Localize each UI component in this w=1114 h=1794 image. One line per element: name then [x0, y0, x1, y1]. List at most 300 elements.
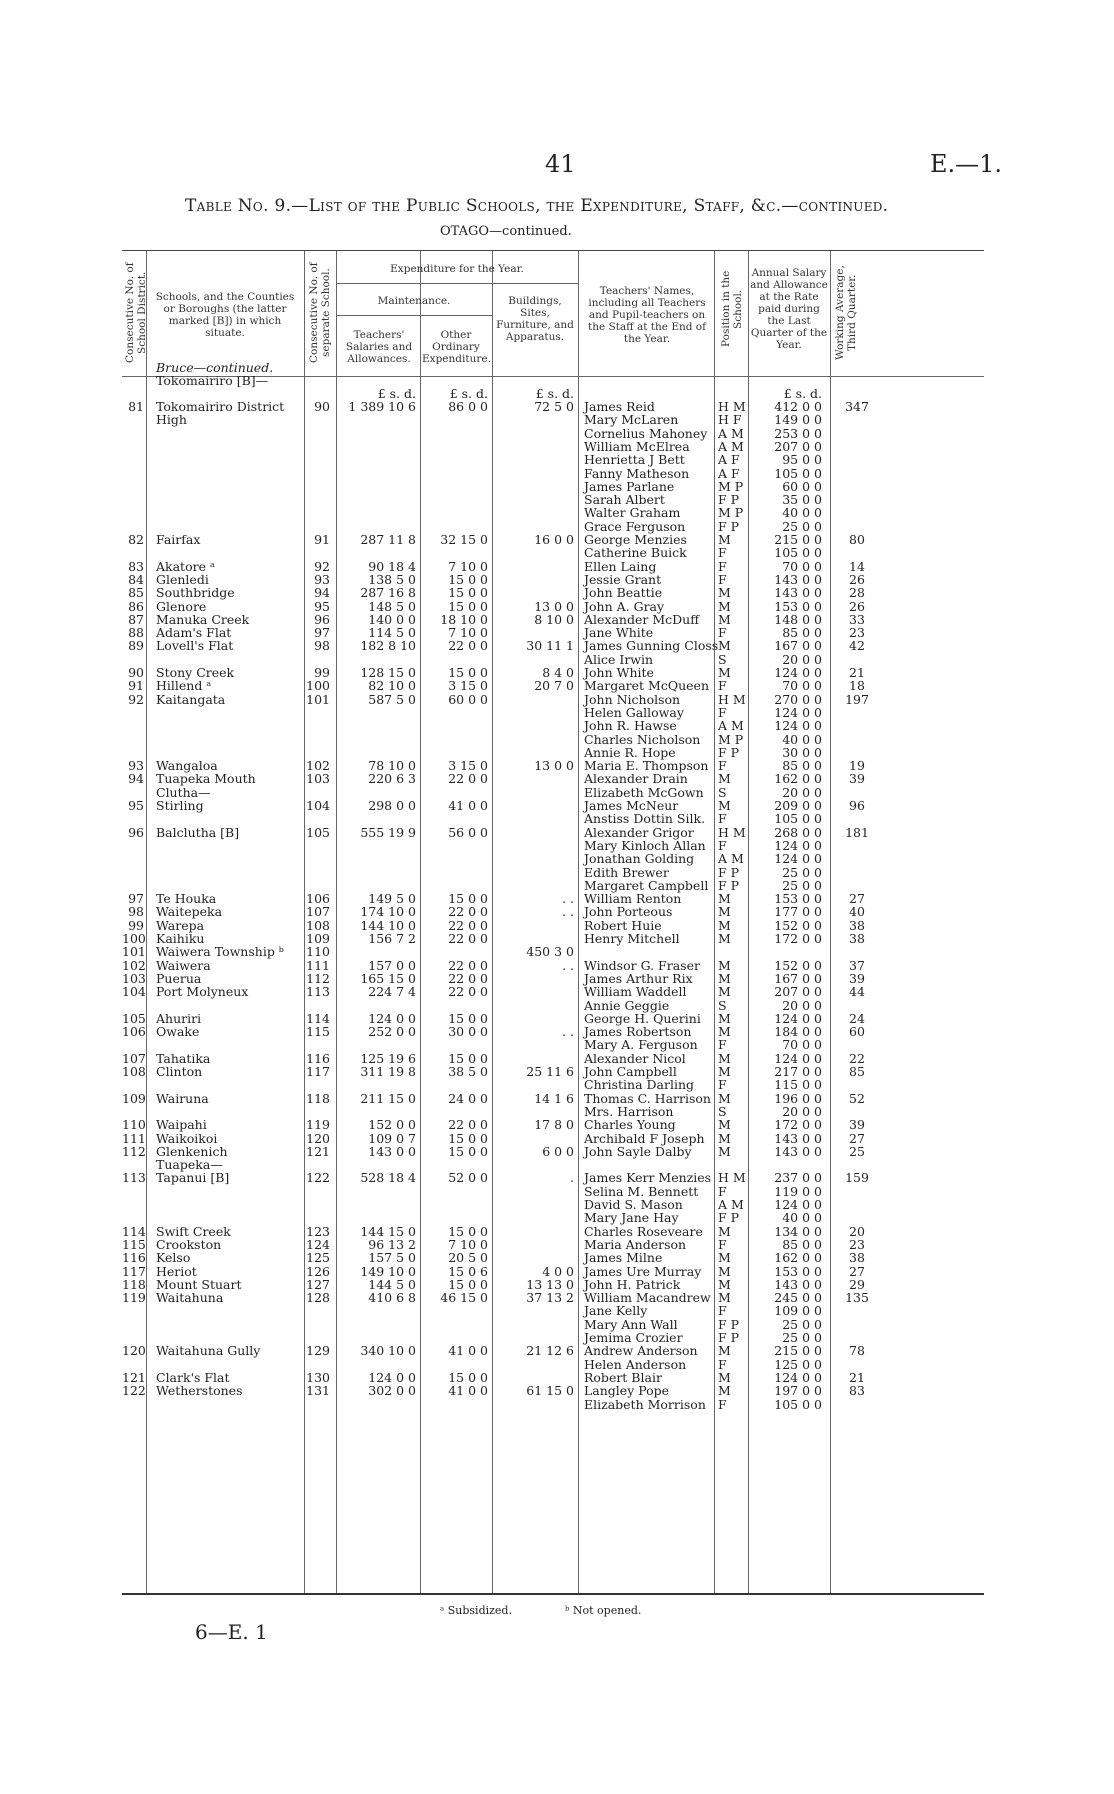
cell-oth: 52 0 0: [448, 1170, 488, 1186]
cell-pos: F: [718, 1183, 727, 1199]
cell-bld: . .: [562, 1024, 574, 1040]
cell-nm: Fanny Matheson: [584, 465, 690, 481]
cell-sal: 70 0 0: [782, 678, 822, 694]
cell-pos: F: [718, 678, 727, 694]
cell-pos: M: [718, 798, 731, 813]
cell-bld: 14 1 6: [534, 1090, 574, 1106]
cell-pos: F P: [718, 1316, 740, 1332]
cell-sch: Warepa: [156, 917, 205, 933]
cell-att: 37: [849, 957, 865, 973]
cell-nm: Alexander Drain: [584, 771, 688, 787]
cell-no: 96: [128, 824, 144, 840]
cell-nm: John Campbell: [584, 1064, 677, 1079]
cell-att: 18: [849, 678, 865, 694]
cell-no: 104: [122, 984, 146, 1000]
cell-oth: 15 0 0: [448, 1223, 488, 1239]
cell-pos: M: [718, 1369, 731, 1385]
cell-sno: 97: [314, 625, 330, 641]
cell-sch: Waiwera Township ᵇ: [156, 944, 284, 960]
cell-nm: James Reid: [584, 399, 655, 414]
cell-tea: 143 0 0: [368, 1143, 416, 1159]
cell-sal: 85 0 0: [782, 1236, 822, 1252]
cell-tea: 124 0 0: [368, 1010, 416, 1026]
cell-sno: 104: [306, 798, 330, 813]
cell-oth: 15 0 0: [448, 1130, 488, 1146]
cell-sch: Stirling: [156, 798, 204, 813]
cell-sal: 25 0 0: [782, 1330, 822, 1345]
cell-sch: Waipahi: [156, 1117, 207, 1133]
table-row: [122, 1397, 984, 1412]
cell-pos: F: [718, 758, 727, 774]
cell-sal: 412 0 0: [774, 399, 822, 414]
cell-no: 89: [128, 638, 144, 654]
cell-pos: M: [718, 1130, 731, 1146]
cell-nm: Windsor G. Fraser: [584, 957, 700, 973]
cell-sch: Glenkenich: [156, 1143, 228, 1159]
cell-sal: 124 0 0: [774, 1010, 822, 1026]
cell-no: 115: [122, 1236, 146, 1252]
col-schools: Schools, and the Counties or Boroughs (the latter marked [B]) in which situate.: [155, 291, 295, 339]
cell-no: 95: [128, 798, 144, 813]
cell-nm: Alexander Grigor: [584, 824, 694, 840]
cell-pos: M: [718, 1024, 731, 1040]
cell-nm: Catherine Buick: [584, 545, 687, 561]
cell-nm: Helen Anderson: [584, 1356, 687, 1372]
cell-pos: M: [718, 957, 731, 973]
cell-bld: 30 11 1: [526, 638, 574, 654]
cell-att: 38: [849, 917, 865, 933]
cell-sch: Waikoikoi: [156, 1130, 218, 1146]
cell-nm: James Milne: [584, 1250, 663, 1266]
cell-pos: M: [718, 984, 731, 1000]
cell-sno: 99: [314, 665, 330, 680]
col-expenditure: Expenditure for the Year.: [390, 263, 524, 275]
cell-pos: M: [718, 638, 731, 654]
cell-sch: Hillend ᵃ: [156, 678, 212, 694]
cell-no: 101: [122, 944, 146, 960]
cell-sch: Wangaloa: [156, 758, 218, 774]
cell-nm: Henry Mitchell: [584, 931, 680, 946]
cell-sno: 103: [306, 771, 330, 787]
cell-bld: . .: [562, 904, 574, 920]
cell-nm: David S. Mason: [584, 1197, 683, 1212]
cell-att: 135: [845, 1290, 869, 1306]
cell-sal: 70 0 0: [782, 558, 822, 574]
cell-oth: 60 0 0: [448, 691, 488, 707]
cell-bld: . .: [562, 891, 574, 907]
cell-sno: 122: [306, 1170, 330, 1186]
page-number: 41: [545, 150, 576, 178]
cell-sal: 207 0 0: [774, 438, 822, 454]
cell-nm: James McNeur: [584, 798, 679, 813]
table-title: Table No. 9.—List of the Public Schools, the Expenditure, Staff, &c.—continued.: [185, 196, 889, 216]
cell-tea: 174 10 0: [360, 904, 416, 920]
cell-no: 81: [128, 399, 144, 414]
cell-nm: Langley Pope: [584, 1383, 670, 1399]
cell-pos: F: [718, 704, 727, 720]
cell-sch: Akatore ᵃ: [156, 558, 215, 574]
cell-pos: F P: [718, 518, 740, 534]
cell-no: 100: [122, 931, 146, 946]
cell-nm: Jemima Crozier: [584, 1330, 683, 1345]
cell-nm: Maria Anderson: [584, 1236, 687, 1252]
cell-sch: Manuka Creek: [156, 611, 250, 627]
cell-att: 27: [849, 1263, 865, 1279]
cell-oth: 3 15 0: [448, 678, 488, 694]
cell-bld: 8 4 0: [542, 665, 574, 680]
cell-no: 83: [128, 558, 144, 574]
cell-sal: 215 0 0: [774, 532, 822, 547]
cell-sch: Waitahuna Gully: [156, 1343, 261, 1359]
cell-oth: 15 0 0: [448, 1369, 488, 1385]
cell-nm: Selina M. Bennett: [584, 1183, 699, 1199]
cell-sno: 124: [306, 1236, 330, 1252]
cell-att: 42: [849, 638, 865, 654]
cell-nm: Maria E. Thompson: [584, 758, 709, 774]
cell-sal: 167 0 0: [774, 970, 822, 986]
cell-sal: 268 0 0: [774, 824, 822, 840]
cell-tea: 149 10 0: [360, 1263, 416, 1279]
cell-oth: 15 0 0: [448, 1143, 488, 1159]
cell-sal: 153 0 0: [774, 598, 822, 614]
cell-sch: Glenledi: [156, 571, 209, 587]
cell-oth: 15 0 0: [448, 585, 488, 601]
cell-sal: 40 0 0: [782, 1210, 822, 1226]
unit-salary: £ s. d.: [783, 386, 822, 401]
cell-att: 22: [849, 1050, 865, 1066]
cell-sch: Wetherstones: [156, 1383, 243, 1399]
cell-sal: 124 0 0: [774, 1197, 822, 1212]
cell-nm: Mary Kinloch Allan: [584, 837, 706, 853]
cell-sno: 121: [306, 1143, 330, 1159]
cell-no: 107: [122, 1050, 146, 1066]
cell-nm: Walter Graham: [584, 505, 681, 521]
cell-sal: 105 0 0: [774, 545, 822, 561]
cell-nm: James Ure Murray: [584, 1263, 702, 1279]
cell-sno: 129: [306, 1343, 330, 1359]
cell-att: 38: [849, 1250, 865, 1266]
cell-bld: 13 13 0: [526, 1276, 574, 1292]
cell-nm: Andrew Anderson: [584, 1343, 698, 1359]
cell-bld: 61 15 0: [526, 1383, 574, 1399]
cell-pos: A M: [718, 438, 744, 454]
cell-sno: 106: [306, 891, 330, 907]
cell-pos: M: [718, 1223, 731, 1239]
cell-nm: John Beattie: [584, 585, 663, 601]
cell-no: 102: [122, 957, 146, 973]
cell-nm: Mary McLaren: [584, 412, 679, 428]
cell-pos: F: [718, 1396, 727, 1412]
cell-pos: M: [718, 665, 731, 680]
cell-pos: S: [718, 1103, 727, 1119]
cell-sno: 90: [314, 399, 330, 414]
cell-oth: 3 15 0: [448, 758, 488, 774]
cell-bld: 21 12 6: [526, 1343, 574, 1359]
cell-oth: 15 0 0: [448, 1010, 488, 1026]
cell-sch: Swift Creek: [156, 1223, 231, 1239]
cell-sal: 20 0 0: [782, 1103, 822, 1119]
cell-sno: 111: [306, 957, 330, 973]
cell-oth: 22 0 0: [448, 957, 488, 973]
cell-sch: Heriot: [156, 1263, 197, 1279]
cell-sal: 124 0 0: [774, 718, 822, 734]
cell-sch: Puerua: [156, 970, 202, 986]
col-attendance: Working Average, Third Quarter.: [834, 265, 858, 361]
cell-sal: 152 0 0: [774, 917, 822, 933]
cell-att: 159: [845, 1170, 869, 1186]
cell-bld: 20 7 0: [534, 678, 574, 694]
cell-sno: 93: [314, 571, 330, 587]
cell-bld: 13 0 0: [534, 758, 574, 774]
cell-att: 20: [849, 1223, 865, 1239]
cell-att: 26: [849, 571, 865, 587]
cell-att: 29: [849, 1276, 865, 1292]
cell-pos: M: [718, 1010, 731, 1026]
cell-pos: M: [718, 891, 731, 907]
cell-nm: Elizabeth McGown: [584, 784, 704, 800]
cell-pos: F P: [718, 1210, 740, 1226]
cell-pos: F: [718, 1037, 727, 1053]
cell-sno: 119: [306, 1117, 330, 1133]
cell-nm: Mary Jane Hay: [584, 1210, 679, 1226]
cell-nm: Alexander Nicol: [584, 1050, 686, 1066]
cell-sch: Tuapeka—: [156, 1157, 223, 1173]
cell-pos: F P: [718, 744, 740, 760]
cell-sno: 94: [314, 585, 330, 601]
cell-nm: Robert Huie: [584, 917, 662, 933]
cell-oth: 24 0 0: [448, 1090, 488, 1106]
cell-pos: F: [718, 558, 727, 574]
cell-att: 83: [849, 1383, 865, 1399]
cell-sal: 172 0 0: [774, 1117, 822, 1133]
cell-tea: 90 18 4: [368, 558, 416, 574]
cell-att: 14: [849, 558, 865, 574]
cell-sch: Lovell's Flat: [156, 638, 234, 654]
cell-pos: F P: [718, 492, 740, 508]
cell-nm: Charles Young: [584, 1117, 676, 1133]
cell-pos: F: [718, 1356, 727, 1372]
cell-sal: 25 0 0: [782, 518, 822, 534]
cell-no: 122: [122, 1383, 146, 1399]
cell-no: 121: [122, 1369, 146, 1385]
cell-sch: Fairfax: [156, 532, 201, 547]
cell-tea: 128 15 0: [360, 665, 416, 680]
cell-nm: John R. Hawse: [584, 718, 677, 734]
cell-tea: 287 16 8: [360, 585, 416, 601]
cell-no: 119: [122, 1290, 146, 1306]
cell-sal: 162 0 0: [774, 771, 822, 787]
cell-nm: Elizabeth Morrison: [584, 1396, 706, 1412]
cell-no: 105: [122, 1010, 146, 1026]
cell-pos: M: [718, 1276, 731, 1292]
cell-sal: 35 0 0: [782, 492, 822, 508]
cell-sal: 162 0 0: [774, 1250, 822, 1266]
cell-pos: F: [718, 571, 727, 587]
cell-sal: 40 0 0: [782, 505, 822, 521]
table-row: [122, 373, 984, 388]
cell-nm: James Parlane: [584, 478, 675, 494]
cell-sal: 167 0 0: [774, 638, 822, 654]
cell-oth: 41 0 0: [448, 798, 488, 813]
cell-nm: William Waddell: [584, 984, 687, 1000]
cell-sch: Crookston: [156, 1236, 222, 1252]
cell-pos: F: [718, 837, 727, 853]
cell-sch: Te Houka: [156, 891, 217, 907]
cell-sno: 126: [306, 1263, 330, 1279]
cell-sno: 115: [306, 1024, 330, 1040]
cell-no: 113: [122, 1170, 146, 1186]
cell-sch: Tuapeka Mouth: [156, 771, 256, 787]
cell-sch: Southbridge: [156, 585, 235, 601]
cell-sch: Clutha—: [156, 784, 211, 800]
cell-tea: 114 5 0: [368, 625, 416, 641]
cell-pos: F: [718, 1303, 727, 1319]
cell-att: 39: [849, 970, 865, 986]
cell-sno: 110: [306, 944, 330, 960]
cell-bld: 25 11 6: [526, 1064, 574, 1079]
cell-att: 26: [849, 598, 865, 614]
cell-sal: 177 0 0: [774, 904, 822, 920]
cell-sal: 85 0 0: [782, 625, 822, 641]
cell-att: 28: [849, 585, 865, 601]
cell-tea: 140 0 0: [368, 611, 416, 627]
cell-sal: 143 0 0: [774, 1143, 822, 1159]
cell-tea: 148 5 0: [368, 598, 416, 614]
cell-bld: 6 0 0: [542, 1143, 574, 1159]
cell-no: 86: [128, 598, 144, 614]
cell-pos: S: [718, 784, 727, 800]
cell-tea: 144 10 0: [360, 917, 416, 933]
cell-no: 109: [122, 1090, 146, 1106]
cell-tea: 340 10 0: [360, 1343, 416, 1359]
cell-sch: Tokomairiro District: [156, 399, 285, 414]
cell-att: 24: [849, 1010, 865, 1026]
cell-pos: M P: [718, 478, 744, 494]
cell-nm: James Kerr Menzies: [584, 1170, 712, 1186]
cell-oth: 22 0 0: [448, 638, 488, 654]
cell-bld: 17 8 0: [534, 1117, 574, 1133]
cell-sno: 100: [306, 678, 330, 694]
cell-sch: Bruce—continued.: [156, 360, 274, 375]
cell-no: 94: [128, 771, 144, 787]
cell-sch: Waitahuna: [156, 1290, 224, 1306]
cell-no: 91: [128, 678, 144, 694]
cell-sal: 109 0 0: [774, 1303, 822, 1319]
cell-oth: 30 0 0: [448, 1024, 488, 1040]
cell-oth: 7 10 0: [448, 625, 488, 641]
cell-sno: 112: [306, 970, 330, 986]
cell-no: 84: [128, 571, 144, 587]
cell-oth: 41 0 0: [448, 1343, 488, 1359]
cell-no: 85: [128, 585, 144, 601]
cell-tea: 125 19 6: [360, 1050, 416, 1066]
cell-pos: M P: [718, 505, 744, 521]
cell-no: 106: [122, 1024, 146, 1040]
cell-sno: 96: [314, 611, 330, 627]
cell-sal: 209 0 0: [774, 798, 822, 813]
cell-sno: 117: [306, 1064, 330, 1079]
cell-nm: John Nicholson: [584, 691, 681, 707]
cell-no: 90: [128, 665, 144, 680]
cell-oth: 86 0 0: [448, 399, 488, 414]
col-maintenance: Maintenance.: [377, 295, 451, 307]
cell-tea: 224 7 4: [368, 984, 416, 1000]
cell-sal: 215 0 0: [774, 1343, 822, 1359]
cell-oth: 46 15 0: [440, 1290, 488, 1306]
cell-tea: 149 5 0: [368, 891, 416, 907]
document-code: E.—1.: [930, 150, 1003, 178]
cell-pos: F P: [718, 1330, 740, 1345]
cell-tea: 124 0 0: [368, 1369, 416, 1385]
cell-oth: 15 0 6: [448, 1263, 488, 1279]
cell-sal: 172 0 0: [774, 931, 822, 946]
cell-pos: M: [718, 1050, 731, 1066]
cell-sal: 25 0 0: [782, 877, 822, 893]
cell-oth: 41 0 0: [448, 1383, 488, 1399]
cell-sal: 143 0 0: [774, 571, 822, 587]
cell-pos: A M: [718, 851, 744, 867]
cell-tea: 152 0 0: [368, 1117, 416, 1133]
cell-sal: 85 0 0: [782, 758, 822, 774]
cell-no: 103: [122, 970, 146, 986]
cell-att: 40: [849, 904, 865, 920]
cell-att: 197: [845, 691, 869, 707]
cell-pos: M: [718, 598, 731, 614]
cell-sal: 25 0 0: [782, 1316, 822, 1332]
cell-pos: M: [718, 970, 731, 986]
cell-oth: 56 0 0: [448, 824, 488, 840]
cell-pos: M: [718, 1383, 731, 1399]
cell-att: 38: [849, 931, 865, 946]
unit-other: £ s. d.: [449, 386, 488, 401]
cell-sch: Ahuriri: [156, 1010, 202, 1026]
cell-sch: Adam's Flat: [156, 625, 232, 641]
col-other-expenditure: Other Ordinary Expenditure.: [422, 329, 491, 365]
cell-nm: Sarah Albert: [584, 492, 665, 508]
cell-tea: 555 19 9: [360, 824, 416, 840]
cell-att: 23: [849, 625, 865, 641]
cell-no: 117: [122, 1263, 146, 1279]
cell-sno: 92: [314, 558, 330, 574]
cell-sno: 102: [306, 758, 330, 774]
cell-bld: 16 0 0: [534, 532, 574, 547]
cell-sno: 107: [306, 904, 330, 920]
cell-nm: Alice Irwin: [584, 651, 654, 667]
cell-sch: Waiwera: [156, 957, 211, 973]
cell-pos: M: [718, 1064, 731, 1079]
col-position: Position in the School.: [720, 270, 744, 348]
cell-sno: 114: [306, 1010, 330, 1026]
cell-sal: 20 0 0: [782, 784, 822, 800]
cell-oth: 32 15 0: [440, 532, 488, 547]
cell-tea: 144 5 0: [368, 1276, 416, 1292]
cell-sal: 124 0 0: [774, 837, 822, 853]
cell-sal: 25 0 0: [782, 864, 822, 880]
cell-pos: M: [718, 931, 731, 946]
cell-tea: 78 10 0: [368, 758, 416, 774]
cell-pos: M: [718, 585, 731, 601]
cell-oth: 22 0 0: [448, 1117, 488, 1133]
cell-tea: 311 19 8: [360, 1064, 416, 1079]
cell-sal: 143 0 0: [774, 1276, 822, 1292]
col-consec-no: Consecutive No. of School District.: [124, 262, 148, 364]
cell-nm: Jessie Grant: [584, 571, 662, 587]
cell-sno: 116: [306, 1050, 330, 1066]
cell-nm: James Gunning Closs: [584, 638, 719, 654]
cell-att: 39: [849, 1117, 865, 1133]
cell-tea: 138 5 0: [368, 571, 416, 587]
cell-pos: M: [718, 1263, 731, 1279]
